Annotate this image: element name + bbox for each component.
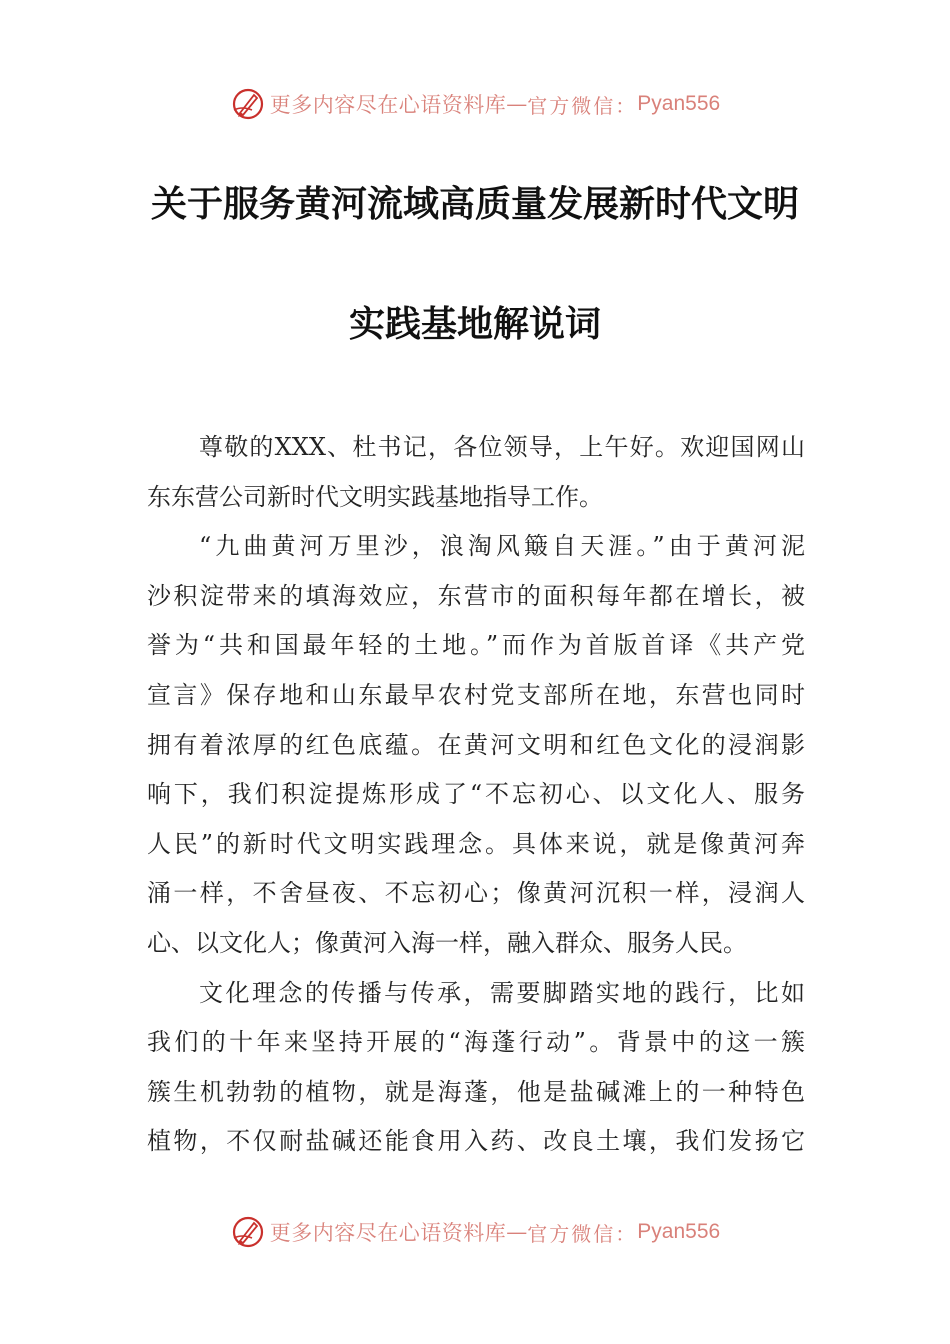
body-line: 涌一样，不舍昼夜、不忘初心；像黄河沉积一样，浸润人 bbox=[147, 879, 805, 908]
body-line: “九曲黄河万里沙，浪淘风簸自天涯。”由于黄河泥 bbox=[199, 532, 805, 561]
body-line: 心、以文化人；像黄河入海一样，融入群众、服务人民。 bbox=[147, 928, 747, 957]
body-line: 植物，不仅耐盐碱还能食用入药、改良土壤，我们发扬它 bbox=[147, 1127, 805, 1156]
watermark-label: 官方微信： bbox=[527, 93, 638, 118]
document-body bbox=[147, 423, 805, 1167]
document-title-line-2: 实践基地解说词 bbox=[348, 304, 601, 345]
body-line: 响下，我们积淀提炼形成了“不忘初心、以文化人、服务 bbox=[147, 780, 805, 809]
watermark-separator: — bbox=[506, 92, 528, 116]
watermark-separator: — bbox=[506, 1220, 528, 1244]
body-line: 誉为“共和国最年轻的土地。”而作为首版首译《共产党 bbox=[147, 631, 805, 660]
footer-watermark bbox=[0, 1212, 950, 1252]
body-line: 尊敬的XXX、杜书记，各位领导，上午好。欢迎国网山 bbox=[199, 433, 805, 461]
watermark-wechat-id: Pyan556 bbox=[637, 1220, 721, 1243]
watermark-text: 更多内容尽在心语资料库 bbox=[269, 93, 507, 117]
body-line: 沙积淀带来的填海效应，东营市的面积每年都在增长，被 bbox=[147, 581, 805, 610]
pen-logo-icon bbox=[230, 1214, 266, 1250]
watermark-text: 更多内容尽在心语资料库 bbox=[269, 1221, 507, 1245]
watermark-wechat-id: Pyan556 bbox=[637, 92, 721, 115]
pen-logo-icon bbox=[230, 86, 266, 122]
body-line: 我们的十年来坚持开展的“海蓬行动”。背景中的这一簇 bbox=[147, 1028, 805, 1057]
document-title-line-1: 关于服务黄河流域高质量发展新时代文明 bbox=[150, 184, 799, 225]
body-line: 簇生机勃勃的植物，就是海蓬，他是盐碱滩上的一种特色 bbox=[147, 1077, 805, 1106]
body-line: 拥有着浓厚的红色底蕴。在黄河文明和红色文化的浸润影 bbox=[147, 730, 805, 759]
body-line: 宣言》保存地和山东最早农村党支部所在地，东营也同时 bbox=[147, 680, 805, 709]
body-line: 文化理念的传播与传承，需要脚踏实地的践行，比如 bbox=[199, 978, 805, 1007]
body-line: 东东营公司新时代文明实践基地指导工作。 bbox=[147, 482, 603, 511]
watermark-label: 官方微信： bbox=[527, 1221, 638, 1246]
header-watermark bbox=[0, 84, 950, 124]
body-line: 人民”的新时代文明实践理念。具体来说，就是像黄河奔 bbox=[147, 829, 805, 858]
